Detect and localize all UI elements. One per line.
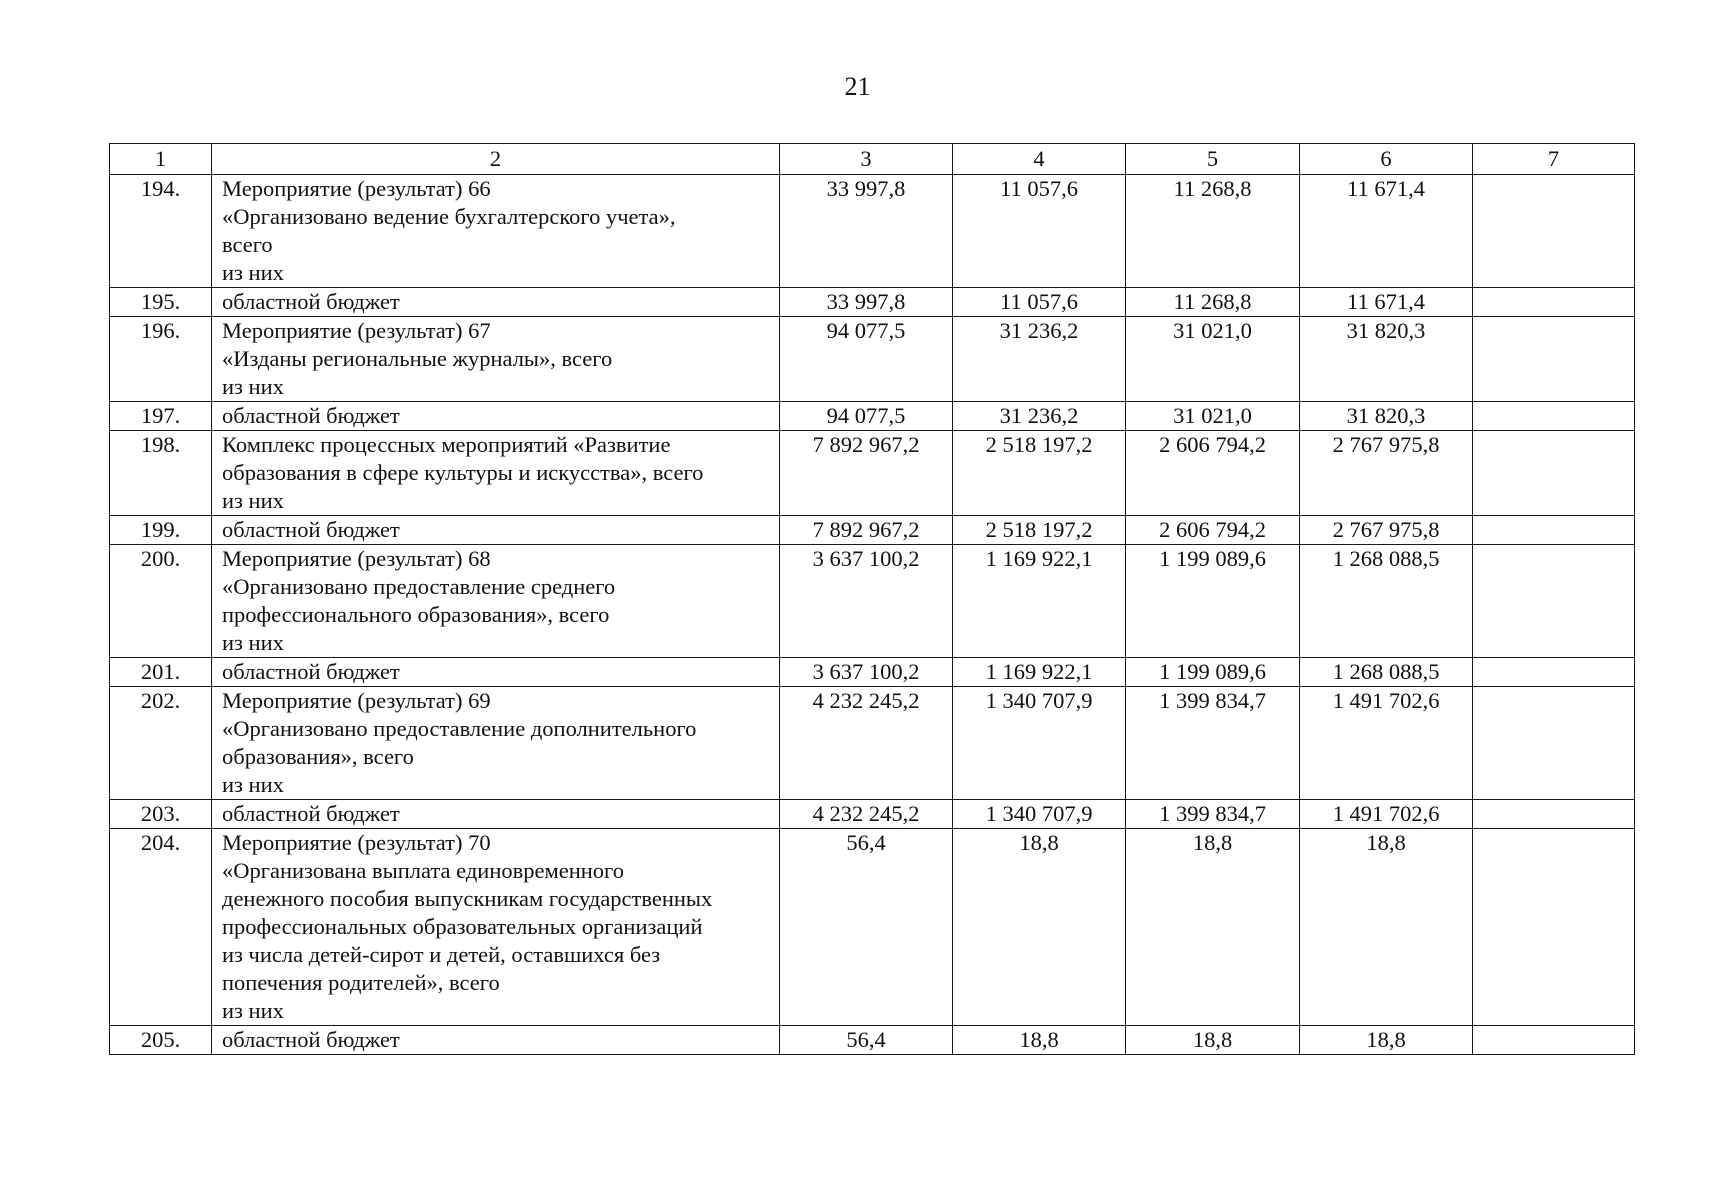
value-col-3: 33 997,8 — [780, 175, 953, 288]
value-col-4: 1 169 922,1 — [953, 658, 1126, 687]
column-header-6: 6 — [1300, 144, 1473, 175]
value-col-7 — [1473, 658, 1635, 687]
value-col-4: 18,8 — [953, 1026, 1126, 1055]
row-number: 198. — [110, 431, 212, 516]
description-line: из них — [222, 998, 284, 1023]
row-number: 205. — [110, 1026, 212, 1055]
value-col-3: 94 077,5 — [780, 402, 953, 431]
description-line: Мероприятие (результат) 70 — [222, 830, 491, 855]
description-line: «Организована выплата единовременного — [222, 858, 624, 883]
table-row — [110, 516, 1635, 545]
description-line: «Организовано предоставление дополнительного — [222, 716, 697, 741]
description-line: областной бюджет — [222, 403, 400, 428]
description-line: профессиональных образовательных организаций — [222, 914, 703, 939]
description-line: денежного пособия выпускникам государственных — [222, 886, 713, 911]
value-col-6: 18,8 — [1300, 829, 1473, 1026]
value-col-6: 31 820,3 — [1300, 402, 1473, 431]
value-col-7 — [1473, 687, 1635, 800]
value-col-7 — [1473, 829, 1635, 1026]
description-line: из числа детей-сирот и детей, оставшихся без — [222, 942, 661, 967]
row-description — [212, 431, 780, 516]
page-number: 21 — [844, 72, 871, 101]
value-col-4: 1 169 922,1 — [953, 545, 1126, 658]
value-col-3: 56,4 — [780, 829, 953, 1026]
table-row — [110, 431, 1635, 516]
value-col-5: 11 268,8 — [1126, 288, 1300, 317]
value-col-3: 94 077,5 — [780, 317, 953, 402]
description-line: из них — [222, 630, 284, 655]
description-line: образования», всего — [222, 744, 414, 769]
description-line: «Организовано ведение бухгалтерского учета», — [222, 204, 676, 229]
value-col-6: 18,8 — [1300, 1026, 1473, 1055]
value-col-6: 1 268 088,5 — [1300, 545, 1473, 658]
value-col-5: 1 399 834,7 — [1126, 687, 1300, 800]
description-line: областной бюджет — [222, 659, 400, 684]
value-col-3: 4 232 245,2 — [780, 800, 953, 829]
row-number: 204. — [110, 829, 212, 1026]
value-col-7 — [1473, 516, 1635, 545]
value-col-5: 1 199 089,6 — [1126, 658, 1300, 687]
row-number: 203. — [110, 800, 212, 829]
table-header — [110, 144, 1635, 175]
table-row — [110, 402, 1635, 431]
value-col-3: 33 997,8 — [780, 288, 953, 317]
value-col-5: 2 606 794,2 — [1126, 431, 1300, 516]
description-line: всего — [222, 232, 273, 257]
value-col-5: 31 021,0 — [1126, 402, 1300, 431]
row-number: 202. — [110, 687, 212, 800]
row-description — [212, 288, 780, 317]
budget-table — [109, 143, 1635, 1055]
row-description — [212, 402, 780, 431]
value-col-3: 3 637 100,2 — [780, 545, 953, 658]
value-col-5: 1 199 089,6 — [1126, 545, 1300, 658]
row-description — [212, 800, 780, 829]
row-description — [212, 516, 780, 545]
table-row — [110, 317, 1635, 402]
value-col-6: 2 767 975,8 — [1300, 516, 1473, 545]
value-col-5: 18,8 — [1126, 1026, 1300, 1055]
description-line: Комплекс процессных мероприятий «Развитие — [222, 432, 671, 457]
table-row — [110, 545, 1635, 658]
row-number: 195. — [110, 288, 212, 317]
value-col-6: 1 268 088,5 — [1300, 658, 1473, 687]
description-line: из них — [222, 488, 284, 513]
value-col-7 — [1473, 545, 1635, 658]
description-line: Мероприятие (результат) 69 — [222, 688, 491, 713]
value-col-4: 11 057,6 — [953, 175, 1126, 288]
value-col-7 — [1473, 800, 1635, 829]
value-col-4: 31 236,2 — [953, 317, 1126, 402]
table-row — [110, 829, 1635, 1026]
column-header-2: 2 — [212, 144, 780, 175]
table-body — [110, 175, 1635, 1055]
description-line: Мероприятие (результат) 68 — [222, 546, 491, 571]
description-line: областной бюджет — [222, 289, 400, 314]
description-line: из них — [222, 772, 284, 797]
description-line: из них — [222, 260, 284, 285]
value-col-5: 11 268,8 — [1126, 175, 1300, 288]
value-col-7 — [1473, 175, 1635, 288]
table-row — [110, 658, 1635, 687]
row-number: 201. — [110, 658, 212, 687]
table-row — [110, 175, 1635, 288]
value-col-4: 1 340 707,9 — [953, 687, 1126, 800]
row-description — [212, 1026, 780, 1055]
value-col-6: 11 671,4 — [1300, 288, 1473, 317]
column-header-7: 7 — [1473, 144, 1635, 175]
value-col-5: 18,8 — [1126, 829, 1300, 1026]
value-col-4: 2 518 197,2 — [953, 516, 1126, 545]
row-description — [212, 317, 780, 402]
row-description — [212, 658, 780, 687]
description-line: Мероприятие (результат) 67 — [222, 318, 491, 343]
row-number: 199. — [110, 516, 212, 545]
description-line: профессионального образования», всего — [222, 602, 610, 627]
column-header-3: 3 — [780, 144, 953, 175]
header-row — [110, 144, 1635, 175]
value-col-5: 31 021,0 — [1126, 317, 1300, 402]
value-col-6: 2 767 975,8 — [1300, 431, 1473, 516]
description-line: из них — [222, 374, 284, 399]
table-row — [110, 800, 1635, 829]
table-row — [110, 1026, 1635, 1055]
value-col-4: 31 236,2 — [953, 402, 1126, 431]
value-col-6: 1 491 702,6 — [1300, 800, 1473, 829]
value-col-3: 56,4 — [780, 1026, 953, 1055]
value-col-7 — [1473, 1026, 1635, 1055]
table-row — [110, 288, 1635, 317]
value-col-4: 18,8 — [953, 829, 1126, 1026]
value-col-6: 1 491 702,6 — [1300, 687, 1473, 800]
row-description — [212, 175, 780, 288]
row-description — [212, 829, 780, 1026]
value-col-6: 11 671,4 — [1300, 175, 1473, 288]
row-number: 196. — [110, 317, 212, 402]
value-col-7 — [1473, 288, 1635, 317]
value-col-3: 7 892 967,2 — [780, 431, 953, 516]
description-line: Мероприятие (результат) 66 — [222, 176, 491, 201]
description-line: областной бюджет — [222, 801, 400, 826]
value-col-7 — [1473, 402, 1635, 431]
description-line: областной бюджет — [222, 1027, 400, 1052]
value-col-5: 2 606 794,2 — [1126, 516, 1300, 545]
description-line: «Организовано предоставление среднего — [222, 574, 616, 599]
value-col-4: 11 057,6 — [953, 288, 1126, 317]
value-col-4: 1 340 707,9 — [953, 800, 1126, 829]
row-description — [212, 687, 780, 800]
description-line: попечения родителей», всего — [222, 970, 500, 995]
value-col-3: 4 232 245,2 — [780, 687, 953, 800]
column-header-5: 5 — [1126, 144, 1300, 175]
value-col-4: 2 518 197,2 — [953, 431, 1126, 516]
row-number: 197. — [110, 402, 212, 431]
value-col-5: 1 399 834,7 — [1126, 800, 1300, 829]
description-line: «Изданы региональные журналы», всего — [222, 346, 613, 371]
description-line: образования в сфере культуры и искусства», всего — [222, 460, 704, 485]
row-number: 200. — [110, 545, 212, 658]
value-col-3: 3 637 100,2 — [780, 658, 953, 687]
value-col-3: 7 892 967,2 — [780, 516, 953, 545]
table-row — [110, 687, 1635, 800]
value-col-7 — [1473, 431, 1635, 516]
column-header-1: 1 — [110, 144, 212, 175]
value-col-6: 31 820,3 — [1300, 317, 1473, 402]
column-header-4: 4 — [953, 144, 1126, 175]
row-description — [212, 545, 780, 658]
value-col-7 — [1473, 317, 1635, 402]
description-line: областной бюджет — [222, 517, 400, 542]
row-number: 194. — [110, 175, 212, 288]
